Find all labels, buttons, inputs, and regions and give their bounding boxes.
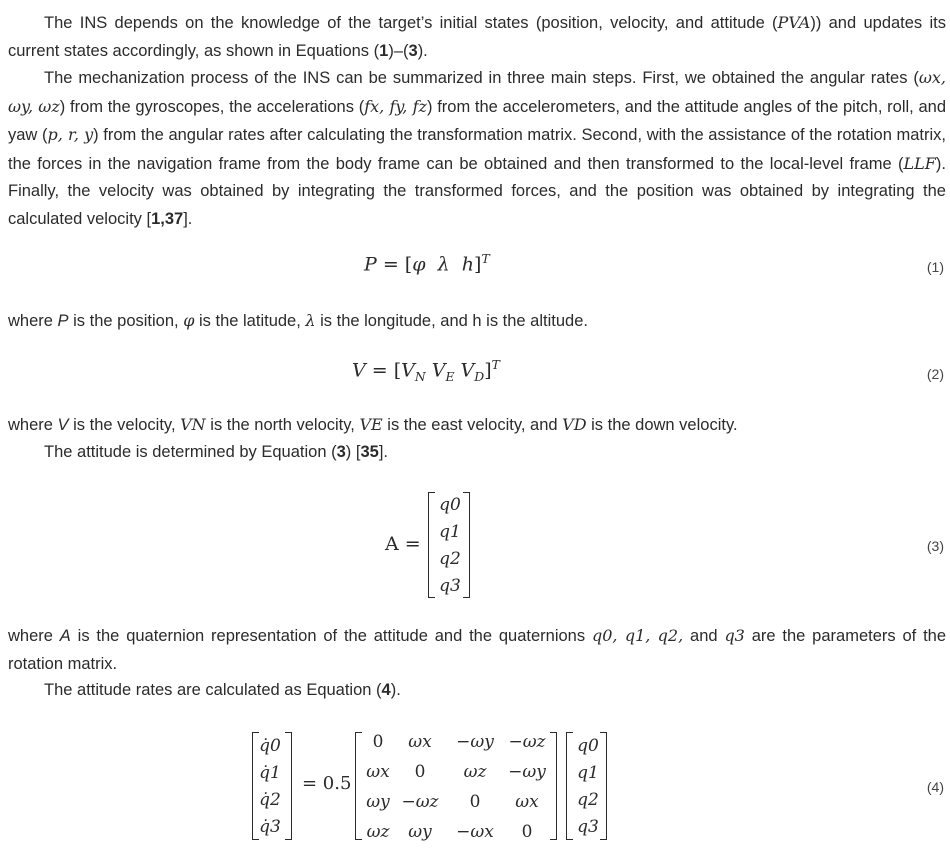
eq3-q1: q1 [439,522,461,542]
eq4-q3: q3 [577,817,599,837]
text: The attitude is determined by Equation ( [44,443,337,461]
math-lambda: λ [305,311,316,330]
eq3-q2: q2 [439,549,461,569]
equation-1 [0,250,950,282]
math-q-list: q0, q1, q2, [591,626,684,645]
paragraph-position-def [8,307,946,336]
eq4-m33: 0 [521,822,533,842]
text: ]. [183,209,193,228]
eq4-m21: −ωz [401,792,439,812]
eq2-ve-sub: E [445,370,455,385]
equation-4 [0,724,950,854]
paragraph-velocity-def [8,411,946,440]
text: are the parameters of the rotation matrix. [8,627,947,673]
eq4-m22: 0 [469,792,481,812]
text: is the latitude, [194,312,306,330]
equation-link-3[interactable]: 3 [336,443,346,461]
eq2-equals: = [ [365,359,402,382]
math-ve: VE [359,415,383,434]
eq4-q0: q0 [577,736,599,756]
math-angular-rates: ωx, ωy, ωz [8,68,946,116]
eq4-m23: ωx [515,792,539,812]
equation-1-body [364,252,490,275]
text: ) from the gyroscopes, the accelerations ( [59,97,365,116]
eq4-q1-dot: q̇1 [259,763,281,783]
eq4-q3-dot: q̇3 [259,817,281,837]
eq1-lhs: P [364,253,377,276]
eq2-vd: V [460,359,475,382]
eq2-transpose: T [491,358,500,372]
text: is the longitude, and h is the altitude. [315,312,588,330]
math-vn: VN [180,415,206,434]
math-v: V [57,416,69,434]
eq4-q2-dot: q̇2 [259,790,281,810]
text: )–( [388,41,409,60]
eq2-vd-sub: D [474,370,485,385]
text: where [8,416,58,434]
equation-2 [0,356,950,390]
equation-number-4: (4) [926,779,944,795]
text: ) from the angular rates after calculating the transformation matrix. Second, with the assistance of the rotation matrix, the forces in the navigation frame from the body frame can be obtained and then transformed to the local-level frame ( [8,126,947,173]
eq4-q2: q2 [577,790,599,810]
text: ) from the accelerometers, and the attitude angles of the pitch, roll, and yaw ( [8,97,946,145]
eq4-m03: −ωz [508,732,546,752]
text: is the velocity, [68,416,181,434]
eq4-matrix-right-bracket [550,732,557,840]
paragraph-attitude-intro [8,439,946,467]
eq4-m20: ωy [366,792,390,812]
text: is the down velocity. [586,416,738,434]
eq4-m30: ωz [366,822,390,842]
math-p: P [57,312,69,330]
eq4-m01: ωx [408,732,432,752]
text: ]. [378,443,388,461]
eq2-lhs: V [352,359,366,382]
text: The INS depends on the knowledge of the target’s initial states (position, velocity, and attitude ( [44,14,778,32]
eq3-right-bracket [463,492,470,598]
eq4-lhs-right-bracket [285,732,292,840]
equation-2-body [352,358,500,384]
eq4-equals-coefficient: = 0.5 [302,773,352,794]
math-q3: q3 [724,626,745,645]
paragraph-attitude-rates [8,677,946,705]
eq4-m10: ωx [366,762,390,782]
text: and [683,627,725,645]
eq4-m13: −ωy [508,762,546,782]
equation-link-4[interactable]: 4 [381,681,391,699]
text: is the east velocity, and [382,416,563,434]
eq4-m00: 0 [372,732,384,752]
eq1-h: h [461,253,475,276]
eq1-close: ] [474,253,482,276]
equation-link-3[interactable]: 3 [408,41,418,60]
equation-number-1: (1) [926,259,944,275]
math-llf: LLF [903,153,936,173]
text: ). [417,41,428,60]
eq4-m31: ωy [408,822,432,842]
text: where [8,312,58,330]
text: ) [ [345,443,361,461]
equation-number-3: (3) [926,538,944,554]
text: ). Finally, the velocity was obtained by integrating the transformed forces, and the position was obtained by integrating the calculated velocity [ [8,154,946,228]
eq1-phi: φ [412,253,426,276]
eq4-m12: ωz [463,762,487,782]
text: where [8,627,60,645]
text: ). [390,681,401,699]
eq3-lhs: A = [385,533,421,555]
text: The attitude rates are calculated as Equation ( [44,681,382,699]
eq4-rhs-right-bracket [600,732,607,840]
eq1-transpose: T [481,252,490,266]
math-a: A [59,627,71,645]
text: is the position, [68,312,184,330]
eq3-q3: q3 [439,576,461,596]
eq4-m11: 0 [414,762,426,782]
text: )) and updates its current states accordingly, as shown in Equations ( [8,14,946,60]
equation-number-2: (2) [926,366,944,382]
text: is the north velocity, [205,416,360,434]
paragraph-mechanization [8,64,946,234]
eq1-equals: = [ [376,253,413,276]
math-attitude-angles: p, r, y [47,125,94,145]
eq4-m02: −ωy [456,732,494,752]
eq2-vn-sub: N [414,370,426,385]
eq2-vn: V [401,359,415,382]
math-accelerations: fx, fy, fz [364,96,427,116]
eq4-q1: q1 [577,763,599,783]
eq3-q0: q0 [439,495,461,515]
eq1-lambda: λ [437,253,450,276]
eq4-m32: −ωx [456,822,494,842]
paragraph-ins-states [8,9,946,65]
equation-3 [0,485,950,605]
eq4-q0-dot: q̇0 [259,736,281,756]
math-vd: VD [562,415,587,434]
text: is the quaternion representation of the attitude and the quaternions [70,627,592,645]
eq2-ve: V [431,359,446,382]
eq2-close: ] [484,359,492,382]
citation-link[interactable]: 35 [360,443,379,461]
paragraph-quaternion-def [8,622,946,678]
equation-link-1[interactable]: 1 [379,41,389,60]
text: The mechanization process of the INS can be summarized in three main steps. First, we obtained the angular rates ( [44,69,919,87]
math-phi: φ [183,311,195,330]
citation-link[interactable]: 1,37 [151,209,184,228]
math-pva: PVA [777,13,811,32]
